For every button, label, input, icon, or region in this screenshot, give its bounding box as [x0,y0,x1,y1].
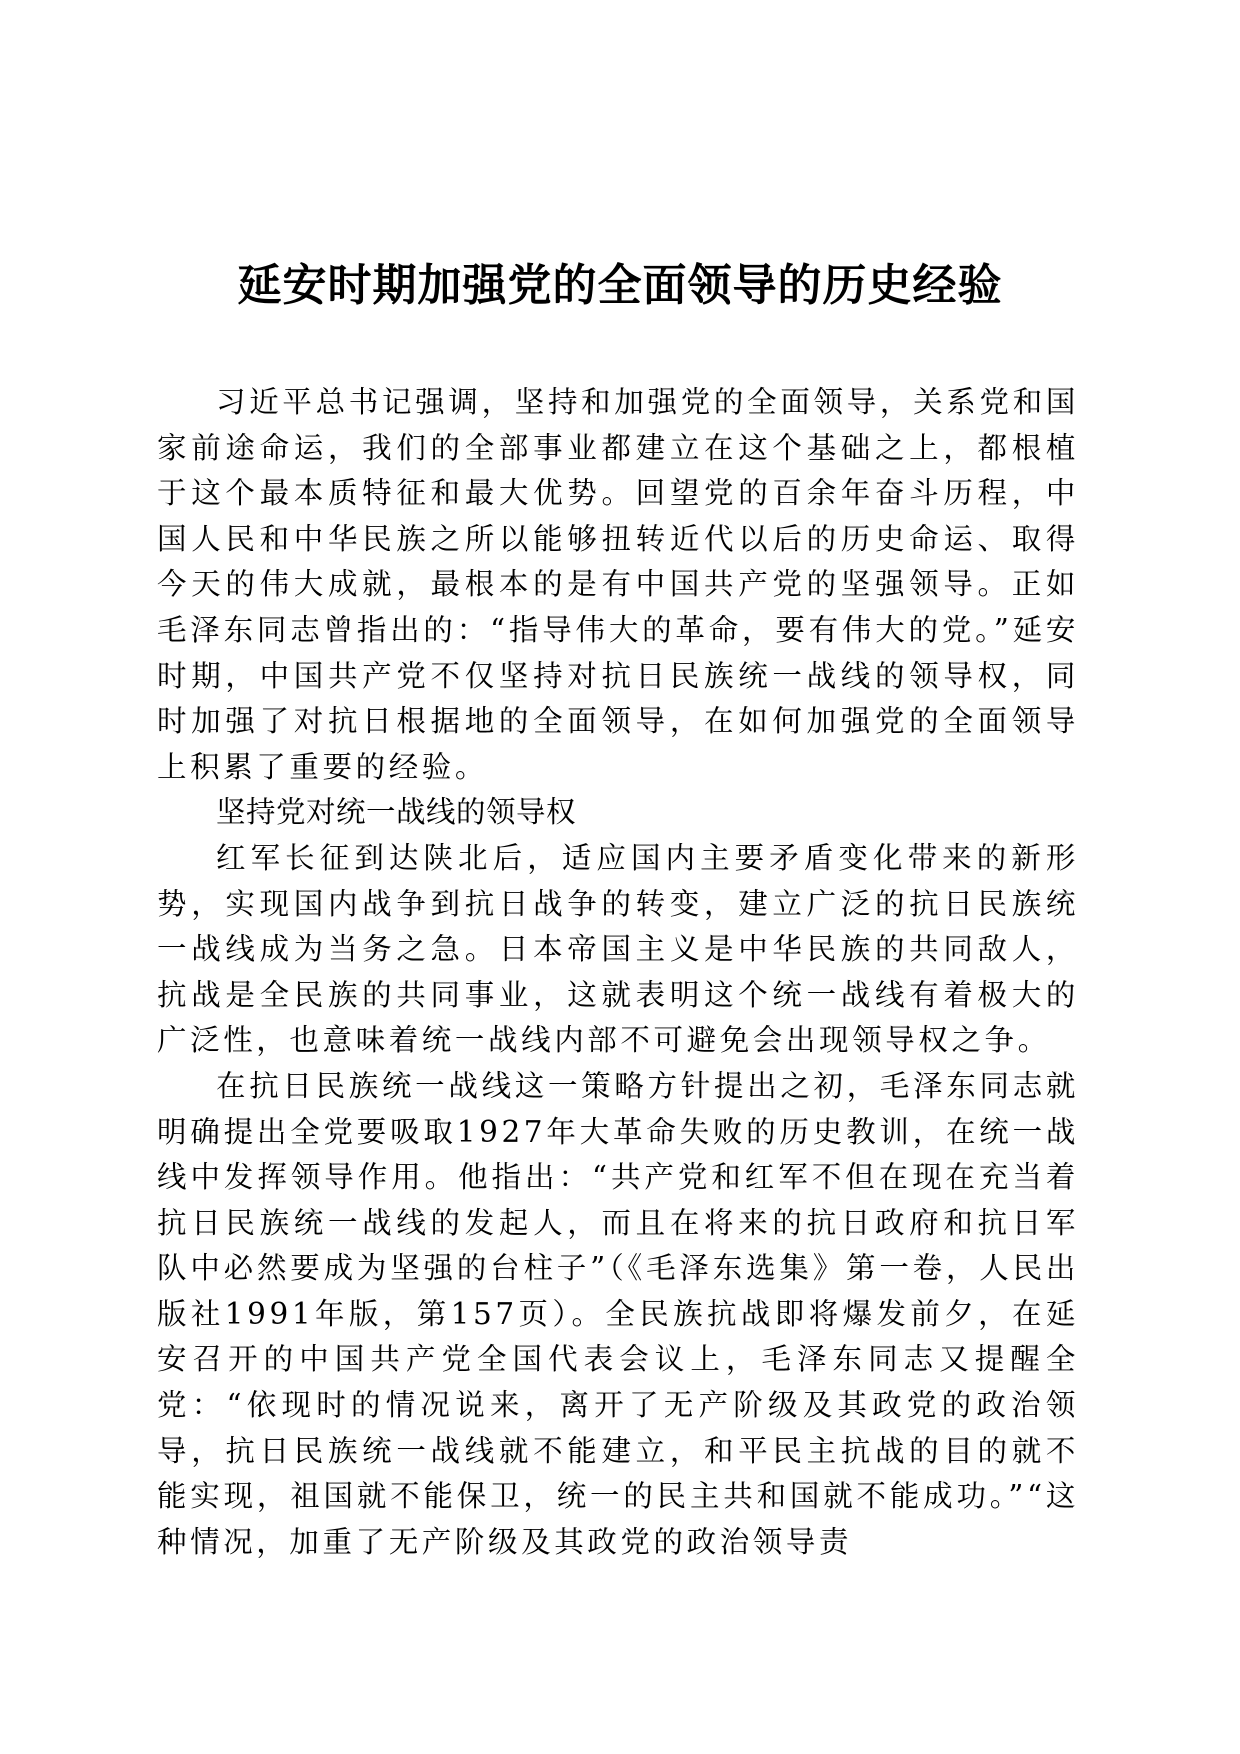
section-heading: 坚持党对统一战线的领导权 [216,795,577,830]
paragraph-intro: 习近平总书记强调，坚持和加强党的全面领导，关系党和国家前途命运，我们的全部事业都建立在这个基础之上，都根植于这个最本质特征和最大优势。回望党的百余年奋斗历程，中国人民和中华民族之所以能够扭转近代以后的历史命运、取得今天的伟大成就，最根本的是有中国共产党的坚强领导。正如毛泽东同志曾指出的：“指导伟大的革命，要有伟大的党。”延安时期，中国共产党不仅坚持对抗日民族统一战线的领导权，同时加强了对抗日根据地的全面领导，在如何加强党的全面领导上积累了重要的经验。 [157,385,1079,784]
paragraph: 红军长征到达陕北后，适应国内主要矛盾变化带来的新形势，实现国内战争到抗日战争的转变，建立广泛的抗日民族统一战线成为当务之急。日本帝国主义是中华民族的共同敌人，抗战是全民族的共同事业，这就表明这个统一战线有着极大的广泛性，也意味着统一战线内部不可避免会出现领导权之争。 [157,840,1079,1058]
document-title: 延安时期加强党的全面领导的历史经验 [237,260,1003,311]
document-body [157,380,1079,1565]
paragraph: 在抗日民族统一战线这一策略方针提出之初，毛泽东同志就明确提出全党要吸取1927年大革命失败的历史教训，在统一战线中发挥领导作用。他指出：“共产党和红军不但在现在充当着抗日民族统一战线的发起人，而且在将来的抗日政府和抗日军队中必然要成为坚强的台柱子”（《毛泽东选集》第一卷，人民出版社1991年版，第157页）。全民族抗战即将爆发前夕，在延安召开的中国共产党全国代表会议上，毛泽东同志又提醒全党：“依现时的情况说来，离开了无产阶级及其政党的政治领导，抗日民族统一战线就不能建立，和平民主抗战的目的就不能实现，祖国就不能保卫，统一的民主共和国就不能成功。”“这种情况，加重了无产阶级及其政党的政治领导责 [157,1068,1079,1559]
